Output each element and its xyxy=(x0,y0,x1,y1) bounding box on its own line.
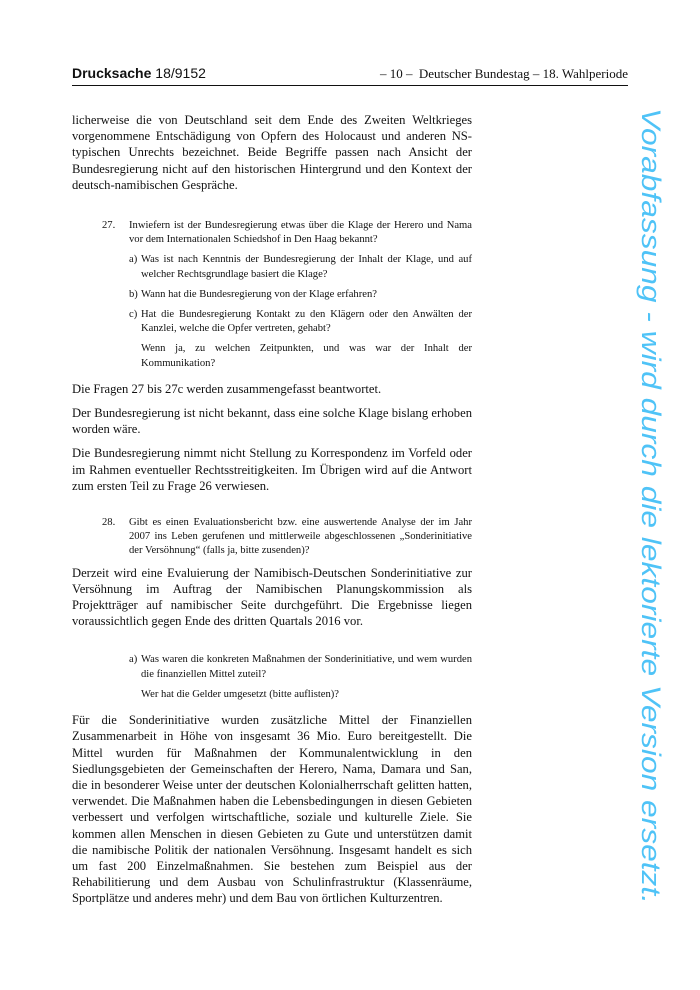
question-27c-followup: Wenn ja, zu welchen Zeitpunkten, und was war der Inhalt der Kommunikation? xyxy=(141,343,472,369)
question-28a-item xyxy=(129,653,472,681)
document-body xyxy=(72,112,472,915)
wahlperiode-label: Deutscher Bundestag – 18. Wahlperiode xyxy=(418,66,628,81)
watermark-text: Vorabfassung - wird durch die lektorierte Version ersetzt. xyxy=(636,108,666,774)
question-text: Gibt es einen Evaluationsbericht bzw. eine auswertende Analyse der im Jahr 2007 ins Leben gerufenen und mittlerweile abgeschlossenen „Sonderinitiative der Versöhnung“ (falls ja, bitte zusenden)? xyxy=(129,517,472,557)
question-28a xyxy=(72,653,472,702)
drucksache-prefix: Drucksache xyxy=(72,65,152,81)
sub-letter: c) xyxy=(129,309,138,321)
page-header xyxy=(72,66,628,84)
sub-text: Hat die Bundesregierung Kontakt zu den Klägern oder den Anwälten der Kanzlei, welche die Opfer vertreten, gehabt? xyxy=(141,309,472,335)
drucksache-label xyxy=(72,65,206,81)
answer-paragraph: Derzeit wird eine Evaluierung der Namibisch-Deutschen Sonderinitiative zur Versöhnung im Auftrag der Namibischen Planungskommission als Projektträger auf namibischer Seite durchgeführt. Die Ergebnisse liegen voraussichtlich gegen Ende des dritten Quartals 2016 vor. xyxy=(72,565,472,629)
drucksache-number: 18/9152 xyxy=(155,65,206,81)
question-28a-followup: Wer hat die Gelder umgesetzt (bitte auflisten)? xyxy=(141,688,339,700)
question-text: Inwiefern ist der Bundesregierung etwas über die Klage der Herero und Nama vor dem Internationalen Schiedshof in Den Haag bekannt? xyxy=(129,220,472,246)
question-27c xyxy=(129,308,472,336)
answer-paragraph: Für die Sonderinitiative wurden zusätzliche Mittel der Finanziellen Zusammenarbeit in Höhe von insgesamt 36 Mio. Euro bereitgestellt. Die Mittel wurden für Maßnahmen der Kommunalentwicklung in den Siedlungsgebieten der Gemeinschaften der Herero, Nama, Damara und San, die in besonderer Weise unter der deutschen Kolonialherrschaft gelitten hatten, verwendet. Die Maßnahmen haben die Lebensbedingungen in diesen Gebieten verbessert und verfolgen wirtschaftliche, soziale und kulturelle Ziele. Sie kommen allen Menschen in diesen Gebieten zu Gute und unterstützen damit die namibische Politik der nationalen Versöhnung. Insgesamt handelt es sich um fast 200 Einzelmaßnahmen. Sie bestehen zum Beispiel aus der Rehabilitierung und dem Ausbau von Schulinfrastruktur (Klassenräume, Sportplätze und anderes mehr) und dem Bau von örtlichen Kulturzentren. xyxy=(72,713,472,906)
sub-letter: a) xyxy=(129,654,138,666)
question-27b xyxy=(129,288,472,302)
question-28 xyxy=(72,516,472,559)
question-number: 28. xyxy=(102,517,116,529)
sub-text: Was waren die konkreten Maßnahmen der Sonderinitiative, und wem wurden die finanziellen Mittel zuteil? xyxy=(141,654,472,680)
sub-letter: b) xyxy=(129,288,138,300)
question-27 xyxy=(72,219,472,371)
page-number: – 10 – xyxy=(380,66,413,81)
header-rule xyxy=(72,85,628,86)
answer-paragraph: Die Bundesregierung nimmt nicht Stellung zu Korrespondenz im Vorfeld oder im Rahmen eventueller Rechtsstreitigkeiten. Im Übrigen wird auf die Antwort zum ersten Teil zu Frage 26 verwiesen. xyxy=(72,446,472,493)
question-number: 27. xyxy=(102,220,116,232)
question-27a xyxy=(129,253,472,281)
paragraph-continuation: licherweise die von Deutschland seit dem Ende des Zweiten Weltkrieges vorgenommene Entschädigung von Opfern des Holocaust und anderen NS-typischen Unrechts bezeichnet. Beide Begriffe passen nach Ansicht der Bundesregierung nicht auf den historischen Hintergrund und den Kontext der deutsch-namibischen Gespräche. xyxy=(72,113,472,192)
answer-paragraph: Der Bundesregierung ist nicht bekannt, dass eine solche Klage bislang erhoben worden wäre. xyxy=(72,406,472,437)
sub-text: Was ist nach Kenntnis der Bundesregierung der Inhalt der Klage, und auf welcher Rechtsgrundlage basiert die Klage? xyxy=(141,254,472,280)
sub-letter: a) xyxy=(129,254,138,266)
draft-watermark xyxy=(624,108,684,908)
answer-paragraph: Die Fragen 27 bis 27c werden zusammengefasst beantwortet. xyxy=(72,381,382,396)
sub-text: Wann hat die Bundesregierung von der Klage erfahren? xyxy=(141,288,377,300)
